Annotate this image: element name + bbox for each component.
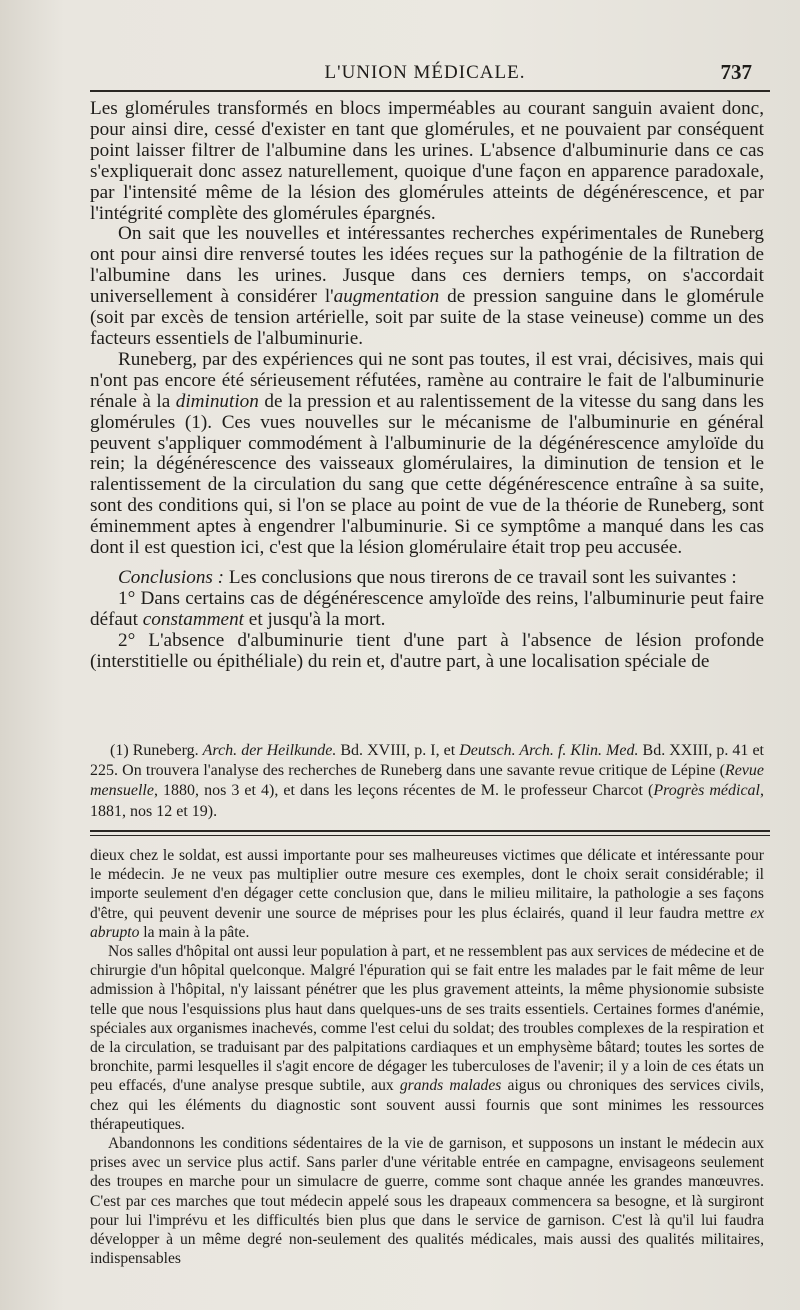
section-rule-top bbox=[90, 830, 770, 832]
page-header bbox=[90, 58, 760, 88]
feuilleton-column bbox=[90, 846, 764, 1268]
citation-title: Revue mensuelle bbox=[90, 762, 764, 800]
citation-title: Deutsch. Arch. f. Klin. Med. bbox=[459, 742, 639, 759]
paragraph-garnison: Abandonnons les conditions sédentaires de la vie de garnison, et supposons un instant le médecin aux prises avec un service plus actif. Sans parler d'une véritable entrée en campagne, envisageons seulement des troupes en marche pour un simulacre de guerre, comme sont chaque année les grandes manœuvres. C'est par ces marches que tout médecin appelé sous les drapeaux commencera sa besogne, et là surgiront pour lui l'imprévu et les difficultés bien plus que dans le service de garnison. C'est là qu'il lui faudra développer à un même degré non-seulement des qualités médicales, mais aussi des qualités militaires, indispensables bbox=[90, 1135, 764, 1268]
section-rule-bottom bbox=[90, 835, 770, 836]
paragraph-runeberg-experiments: Runeberg, par des expériences qui ne sont pas toutes, il est vrai, décisives, mais qui n'ont pas encore été sérieusement réfutées, ramène au contraire le fait de l'albuminurie rénale à la diminution de la pression et au ralentissement de la vitesse du sang dans les glomérules (1). Ces vues nouvelles sur le mécanisme de l'albuminurie en général peuvent s'appliquer commodément à l'albuminurie de la dégénérescence amyloïde du rein; la dégénérescence des vaisseaux glomérulaires, la diminution de tension et le ralentissement de la circulation du sang que cette dégénérescence entraîne à sa suite, sont des conditions qui, si l'on se place au point de vue de la théorie de Runeberg, sont éminemment aptes à engendrer l'albuminurie. Si ce symptôme a manqué dans les cas dont il est question ici, c'est que la lésion glomérulaire était trop peu accusée. bbox=[90, 348, 765, 559]
paragraph-runeberg-research: On sait que les nouvelles et intéressantes recherches expérimentales de Runeberg ont pour ainsi dire renversé toutes les idées reçues sur la pathogénie de la filtration de l'albumine dans les urines. Jusque dans ces derniers temps, on s'accordait universellement à considérer l'augmentation de pression sanguine dans le glomérule (soit par excès de tension artérielle, soit par suite de la stase veineuse) comme un des facteurs essentiels de l'albuminurie. bbox=[90, 223, 764, 349]
conclusions-heading: Conclusions : bbox=[118, 566, 225, 588]
paragraph-conclusions: Conclusions : Les conclusions que nous tirerons de ce travail sont les suivantes : bbox=[118, 566, 737, 588]
emphasis-constamment: constamment bbox=[142, 608, 244, 630]
paragraph-glomerules: Les glomérules transformés en blocs imperméables au courant sanguin avaient donc, pour ainsi dire, cessé d'exister en tant que glomérules, et ne pouvaient par conséquent point laisser filtrer de l'albumine dans les urines. L'absence d'albuminurie dans ce cas s'expliquerait donc assez naturellement, quoique d'une façon en apparence paradoxale, par l'intensité même de la lésion des glomérules atteints de dégénérescence, et par l'intégrité complète des glomérules épargnés. bbox=[90, 98, 764, 224]
emphasis-diminution: diminution bbox=[175, 390, 259, 412]
footnote-1: (1) Runeberg. Arch. der Heilkunde. Bd. XVIII, p. I, et Deutsch. Arch. f. Klin. Med. Bd. XXIII, p. 41 et 225. On trouvera l'analyse des recherches de Runeberg dans une savante revue critique de Lépine (Revue mensuelle, 1880, nos 3 et 4), et dans les leçons récentes de M. le professeur Charcot (Progrès médical, 1881, nos 12 et 19). bbox=[90, 742, 765, 820]
main-column bbox=[90, 99, 764, 672]
page-number: 737 bbox=[720, 60, 752, 84]
paragraph-salles-hopital: Nos salles d'hôpital ont aussi leur population à part, et ne ressemblent pas aux services de médecine et de chirurgie d'un hôpital quelconque. Malgré l'épuration qui se fait entre les malades par le fait même de leur admission à l'hôpital, n'y laissant pénétrer que les plus gravement atteints, la même physionomie subsiste telle que nous l'esquissions plus haut dans quelques-uns de ses traits essentiels. Certaines formes d'anémie, spéciales aux organismes inachevés, comme l'est celui du soldat; des troubles complexes de la respiration et de la circulation, se traduisant par des palpitations cardiaques et un emphysème bâtard; toutes les sortes de bronchite, parmi lesquelles il s'agit encore de dégager les tuberculoses de l'avenir; il y a loin de ces états un peu effacés, d'une analyse presque subtile, aux grands malades aigus ou chroniques des services civils, chez qui les éléments du diagnostic sont souvent aussi fournis que sont minimes les ressources thérapeutiques. bbox=[90, 943, 765, 1133]
paragraph-soldat: dieux chez le soldat, est aussi importante pour ses malheureuses victimes que délicate et intéressante pour le médecin. Je ne veux pas multiplier outre mesure ces exemples, dont le choix serait considérable; il importe seulement d'en dégager cette conclusion que, dans le milieu militaire, la pathologie a ses façons d'être, qui peuvent devenir une source de méprises pour les plus éclairés, quand il leur faudra mettre ex abrupto la main à la pâte. bbox=[90, 847, 764, 941]
emphasis-grands-malades: grands malades bbox=[399, 1077, 502, 1095]
running-title: L'UNION MÉDICALE. bbox=[324, 62, 526, 83]
emphasis-augmentation: augmentation bbox=[333, 286, 440, 308]
citation-title: Progrès médical bbox=[653, 782, 761, 800]
citation-title: Arch. der Heilkunde. bbox=[202, 742, 337, 759]
emphasis-ex-abrupto: ex abrupto bbox=[90, 904, 764, 941]
footnote bbox=[90, 741, 764, 822]
paragraph-conclusion-1: 1° Dans certains cas de dégénérescence amyloïde des reins, l'albuminurie peut faire défaut constamment et jusqu'à la mort. bbox=[90, 587, 764, 630]
header-rule bbox=[90, 90, 770, 92]
paragraph-conclusion-2: 2° L'absence d'albuminurie tient d'une part à l'absence de lésion profonde (interstitielle ou épithéliale) du rein et, d'autre part, à une localisation spéciale de bbox=[90, 629, 764, 672]
